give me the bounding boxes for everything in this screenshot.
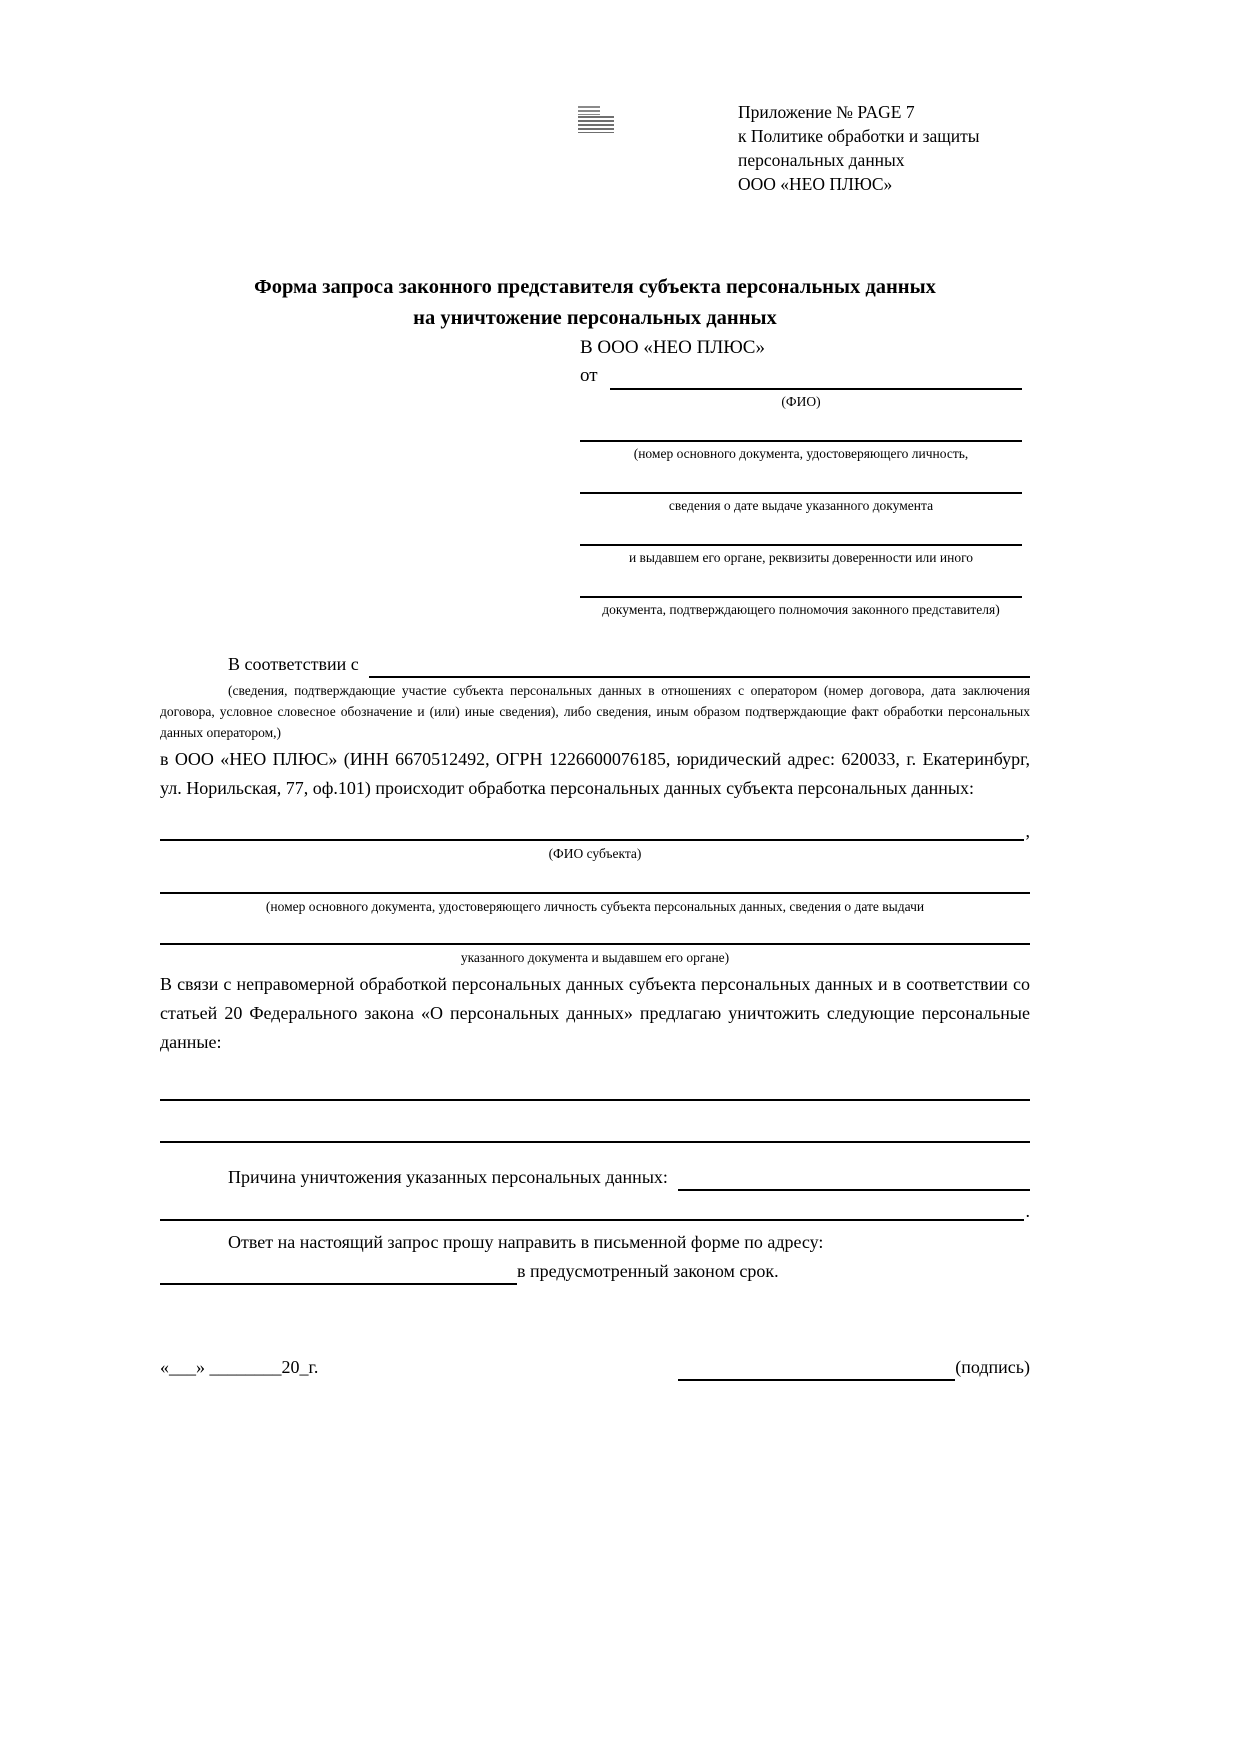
blank-line — [580, 578, 1022, 598]
date-signature-row — [160, 1351, 1030, 1381]
data-to-destroy-blank-line-1 — [160, 1083, 1030, 1101]
form-title — [160, 272, 1030, 334]
blank-line — [580, 422, 1022, 442]
reply-address-field — [160, 1257, 1030, 1285]
reason-blank-line — [678, 1189, 1030, 1191]
doc-authority-field — [580, 526, 1022, 566]
appendix-line-2: к Политике обработки и защиты — [738, 126, 980, 146]
signature-blank-line — [678, 1359, 955, 1381]
subject-name-caption: (ФИО субъекта) — [548, 846, 642, 861]
field-code-stripes-icon — [578, 106, 616, 133]
addressee-block — [580, 334, 1022, 618]
document-header — [160, 100, 1030, 196]
reply-request-text: Ответ на настоящий запрос прошу направить в письменной форме по адресу: — [228, 1232, 824, 1252]
doc-authority-caption: и выдавшем его органе, реквизиты доверенности или иного — [628, 550, 974, 565]
date-template: «___» ________20_г. — [160, 1357, 319, 1377]
appendix-block — [738, 100, 980, 196]
blank-line — [580, 526, 1022, 546]
reason-label: Причина уничтожения указанных персональных данных: — [228, 1167, 668, 1187]
subject-doc-blank-line-2 — [160, 927, 1030, 945]
reason-continuation-field — [160, 1201, 1030, 1221]
subject-doc-blank-line — [160, 876, 1030, 894]
accordance-note: (сведения, подтверждающие участие субъекта персональных данных в отношениях с оператором (номер договора, дата заключения договора, условное словесное обозначение и (или) иные сведения), либо сведения, иным образом подтверждающие факт обработки персональных данных оператором,) — [160, 683, 1030, 740]
form-title-line-1: Форма запроса законного представителя субъекта персональных данных — [254, 276, 936, 298]
destroy-paragraph: В связи с неправомерной обработкой персональных данных субъекта персональных данных и в соответствии со статьей 20 Федерального закона «О персональных данных» предлагаю уничтожить следующие персональные данные: — [160, 974, 1030, 1052]
from-label: от — [580, 365, 598, 386]
signature-caption: (подпись) — [955, 1357, 1030, 1377]
appendix-line-3: персональных данных — [738, 150, 905, 170]
subject-doc-caption-2: указанного документа и выдавшем его органе) — [460, 950, 730, 965]
reason-blank-line-2 — [160, 1219, 1024, 1221]
stripes-bottom — [578, 116, 614, 133]
subject-name-field — [160, 821, 1030, 841]
subject-name-blank-line — [160, 839, 1024, 841]
representative-powers-field — [580, 578, 1022, 618]
from-field — [580, 362, 1022, 390]
form-title-line-2: на уничтожение персональных данных — [413, 307, 777, 329]
subject-name-comma: , — [1025, 821, 1030, 841]
doc-number-caption: (номер основного документа, удостоверяющего личность, — [633, 446, 969, 461]
stripes-top — [578, 106, 600, 115]
from-blank-line — [610, 388, 1022, 390]
subject-doc-caption-1: (номер основного документа, удостоверяющего личность субъекта персональных данных, сведения о дате выдачи — [265, 899, 925, 914]
fio-caption: (ФИО) — [781, 394, 821, 409]
signature-field — [678, 1353, 1030, 1381]
reply-term-text: в предусмотренный законом срок. — [517, 1261, 779, 1281]
data-to-destroy-blank-line-2 — [160, 1125, 1030, 1143]
operator-paragraph: в ООО «НЕО ПЛЮС» (ИНН 6670512492, ОГРН 1226600076185, юридический адрес: 620033, г. Екатеринбург, ул. Норильская, 77, оф.101) происходит обработка персональных данных субъекта персональных данных: — [160, 749, 1030, 798]
accordance-label: В соответствии с — [228, 654, 359, 674]
representative-doc-field — [580, 422, 1022, 462]
accordance-blank-line — [369, 676, 1030, 678]
reason-field — [160, 1161, 1030, 1191]
doc-issue-date-caption: сведения о дате выдаче указанного документа — [668, 498, 934, 513]
appendix-line-1: Приложение № PAGE 7 — [738, 102, 915, 122]
form-body — [160, 648, 1030, 1381]
reason-period: . — [1025, 1201, 1030, 1221]
reply-address-blank-line — [160, 1283, 517, 1285]
appendix-line-4: ООО «НЕО ПЛЮС» — [738, 174, 893, 194]
accordance-field — [160, 648, 1030, 678]
doc-issue-date-field — [580, 474, 1022, 514]
representative-powers-caption: документа, подтверждающего полномочия законного представителя) — [602, 602, 1000, 617]
addressee-to: В ООО «НЕО ПЛЮС» — [580, 337, 765, 358]
blank-line — [580, 474, 1022, 494]
